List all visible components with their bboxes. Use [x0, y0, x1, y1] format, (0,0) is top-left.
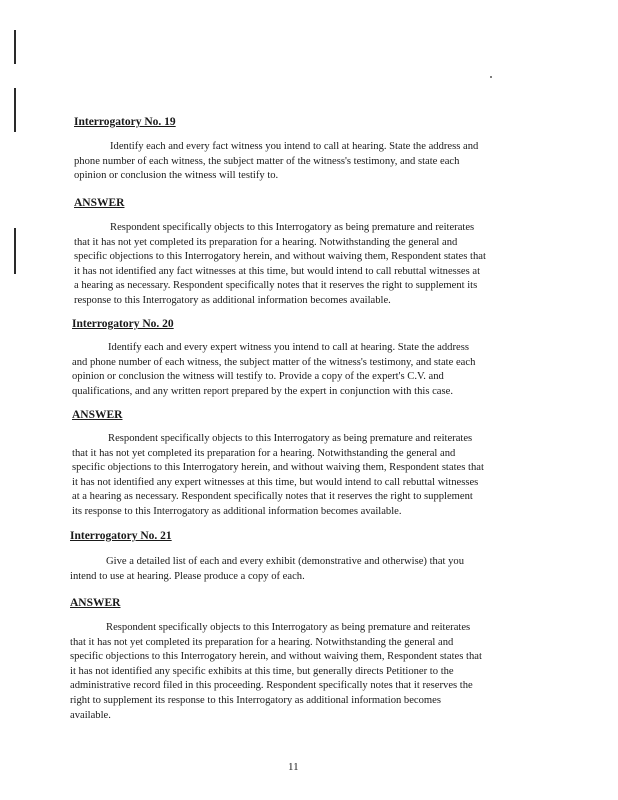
answer-19-heading: ANSWER — [74, 197, 125, 209]
text-line: that it has not yet completed its preparation for a hearing. Notwithstanding the general and — [72, 447, 456, 459]
text-line: Respondent specifically objects to this Interrogatory as being premature and reiterates — [108, 433, 473, 444]
answer-20-heading: ANSWER — [72, 409, 123, 421]
text-line: it has not identified any expert witnesses at this time, but would intend to call rebuttal witnesses — [72, 476, 479, 488]
text-line: Respondent specifically objects to this Interrogatory as being premature and reiterates — [110, 222, 475, 233]
text-line: specific objections to this Interrogatory herein, and without waiving them, Respondent states that — [70, 651, 482, 663]
text-line: it has not identified any fact witnesses at this time, but would intend to call rebuttal witnesses at — [74, 265, 481, 277]
interrogatory-20-text — [72, 341, 518, 399]
text-line: available. — [70, 709, 111, 721]
scan-speck — [490, 76, 492, 78]
answer-20-text — [72, 432, 518, 520]
interrogatory-19-heading: Interrogatory No. 19 — [74, 116, 176, 128]
text-line: right to supplement its response to this Interrogatory as additional information becomes — [70, 694, 441, 706]
answer-19-text — [74, 221, 518, 309]
text-line: intend to use at hearing. Please produce a copy of each. — [70, 570, 305, 582]
text-line: that it has not yet completed its preparation for a hearing. Notwithstanding the general and — [70, 636, 454, 648]
text-line: a hearing as necessary. Respondent specifically notes that it reserves the right to supplement its — [74, 280, 478, 292]
interrogatory-21-heading: Interrogatory No. 21 — [70, 530, 172, 542]
scan-margin-mark — [14, 88, 16, 132]
answer-21-heading: ANSWER — [70, 597, 121, 609]
text-line: Identify each and every expert witness you intend to call at hearing. State the address — [108, 342, 469, 353]
interrogatory-19-text — [74, 140, 518, 184]
answer-21-text — [70, 621, 518, 723]
text-line: its response to this Interrogatory as additional information becomes available. — [72, 505, 402, 517]
interrogatory-20-heading: Interrogatory No. 20 — [72, 318, 174, 330]
scan-margin-mark — [14, 228, 16, 274]
text-line: at a hearing as necessary. Respondent specifically notes that it reserves the right to supplement — [72, 491, 473, 503]
text-line: Identify each and every fact witness you intend to call at hearing. State the address and — [110, 141, 479, 152]
text-line: phone number of each witness, the subject matter of the witness's testimony, and state each — [74, 155, 460, 167]
text-line: it has not identified any specific exhibits at this time, but generally directs Petitioner to the — [70, 665, 454, 677]
interrogatory-21-text — [70, 555, 518, 584]
text-line: opinion or conclusion the witness will testify to. — [74, 170, 279, 182]
text-line: and phone number of each witness, the subject matter of the witness's testimony, and state each — [72, 356, 476, 368]
text-line: specific objections to this Interrogatory herein, and without waiving them, Respondent states that — [72, 462, 484, 474]
text-line: response to this Interrogatory as additional information becomes available. — [74, 294, 391, 306]
scan-margin-mark — [14, 30, 16, 64]
text-line: qualifications, and any written report prepared by the expert in conjunction with this case. — [72, 385, 453, 397]
text-line: Give a detailed list of each and every exhibit (demonstrative and otherwise) that you — [106, 556, 465, 567]
text-line: administrative record filed in this proceeding. Respondent specifically notes that it reserves the — [70, 680, 473, 692]
text-line: specific objections to this Interrogatory herein, and without waiving them, Respondent states that — [74, 251, 486, 263]
text-line: opinion or conclusion the witness will testify to. Provide a copy of the expert's C.V. and — [72, 371, 444, 383]
text-line: Respondent specifically objects to this Interrogatory as being premature and reiterates — [106, 622, 471, 633]
page-number: 11 — [288, 761, 299, 773]
text-line: that it has not yet completed its preparation for a hearing. Notwithstanding the general and — [74, 236, 458, 248]
